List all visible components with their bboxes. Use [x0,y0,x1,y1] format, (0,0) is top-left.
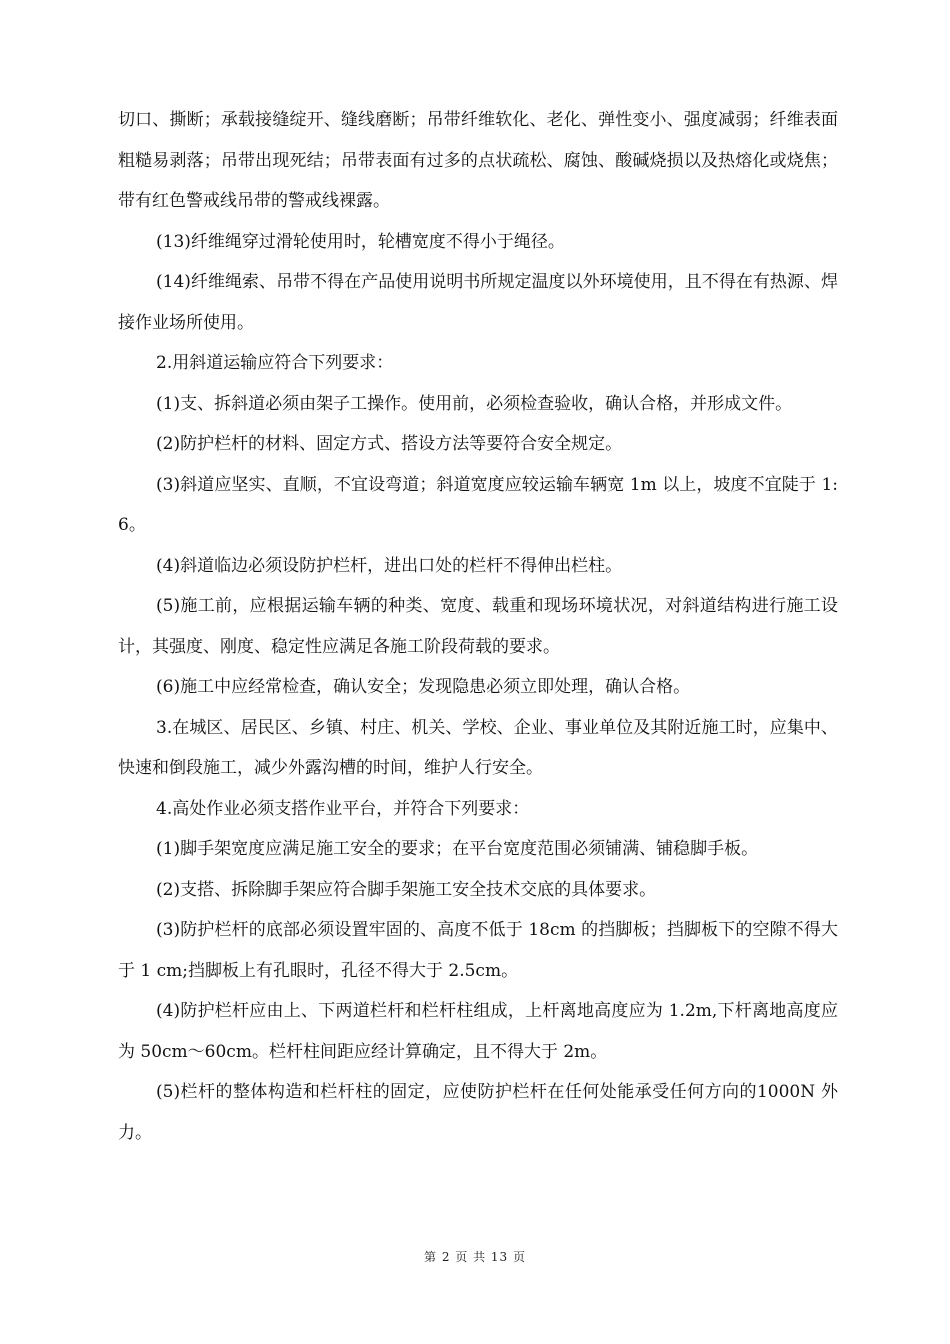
section-heading: 4.高处作业必须支搭作业平台，并符合下列要求： [156,798,530,819]
paragraph: (1)脚手架宽度应满足施工安全的要求；在平台宽度范围必须铺满、铺稳脚手板。 [156,839,759,859]
paragraph: (5)施工前，应根据运输车辆的种类、宽度、载重和现场环境状况，对斜道结构进行施工设计，其强度、刚度、稳定性应满足各施工阶段荷载的要求。 [118,596,838,657]
paragraph: (3)斜道应坚实、直顺，不宜设弯道；斜道宽度应较运输车辆宽 1m 以上，坡度不宜陡于 1:6。 [118,474,838,535]
section-heading: 3.在城区、居民区、乡镇、村庄、机关、学校、企业、事业单位及其附近施工时，应集中、快速和倒段施工，减少外露沟槽的时间，维护人行安全。 [118,717,838,778]
paragraph: (6)施工中应经常检查，确认安全；发现隐患必须立即处理，确认合格。 [156,677,691,697]
paragraph: (2)支搭、拆除脚手架应符合脚手架施工安全技术交底的具体要求。 [156,879,657,900]
paragraph: (14)纤维绳索、吊带不得在产品使用说明书所规定温度以外环境使用，且不得在有热源、焊接作业场所使用。 [118,272,838,333]
page-footer: 第 2 页 共 13 页 [424,1250,526,1264]
paragraph: 切口、撕断；承载接缝绽开、缝线磨断；吊带纤维软化、老化、弹性变小、强度减弱；纤维表面粗糙易剥落；吊带出现死结；吊带表面有过多的点状疏松、腐蚀、酸碱烧损以及热熔化或烧焦；带有红色警戒线吊带的警戒线裸露。 [118,110,838,211]
paragraph: (4)斜道临边必须设防护栏杆，进出口处的栏杆不得伸出栏柱。 [156,555,623,576]
paragraph: (5)栏杆的整体构造和栏杆柱的固定，应使防护栏杆在任何处能承受任何方向的1000N 外力。 [118,1082,838,1143]
paragraph: (4)防护栏杆应由上、下两道栏杆和栏杆柱组成，上杆离地高度应为 1.2m,下杆离地高度应为 50cm～60cm。栏杆柱间距应经计算确定，且不得大于 2m。 [118,1001,838,1062]
paragraph: (1)支、拆斜道必须由架子工操作。使用前，必须检查验收，确认合格，并形成文件。 [156,393,793,414]
paragraph: (3)防护栏杆的底部必须设置牢固的、高度不低于 18cm 的挡脚板；挡脚板下的空隙不得大于 1 cm;挡脚板上有孔眼时，孔径不得大于 2.5cm。 [118,920,838,981]
section-heading: 2.用斜道运输应符合下列要求： [156,353,394,373]
paragraph: (13)纤维绳穿过滑轮使用时，轮槽宽度不得小于绳径。 [156,231,565,252]
document-body [118,100,838,1153]
paragraph: (2)防护栏杆的材料、固定方式、搭设方法等要符合安全规定。 [156,434,623,454]
